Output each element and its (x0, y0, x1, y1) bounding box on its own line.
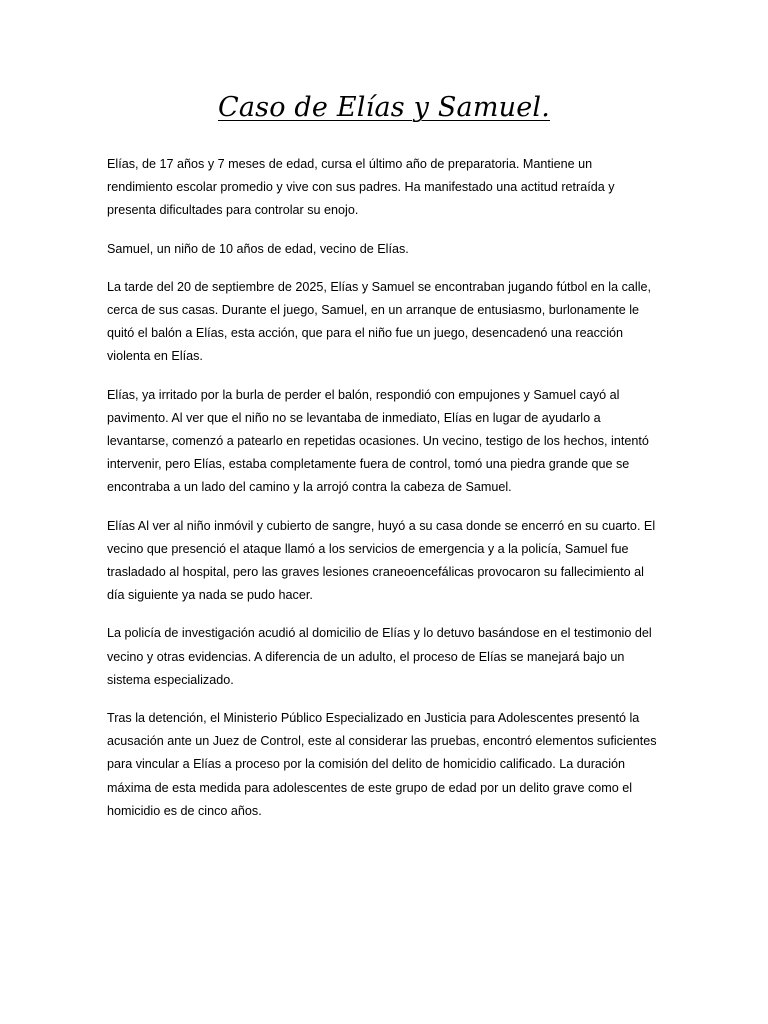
paragraph-assault: Elías, ya irritado por la burla de perder el balón, respondió con empujones y Samuel cayó al pavimento. Al ver que el niño no se levantaba de inmediato, Elías en lugar de ayudarlo a levantarse, comenzó a patearlo en repetidas ocasiones. Un vecino, testigo de los hechos, intentó intervenir, pero Elías, estaba completamente fuera de control, tomó una piedra grande que se encontraba a un lado del camino y la arrojó contra la cabeza de Samuel. (107, 387, 649, 495)
paragraph-incident-start: La tarde del 20 de septiembre de 2025, Elías y Samuel se encontraban jugando fútbol en la calle, cerca de sus casas. Durante el juego, Samuel, en un arranque de entusiasmo, burlonamente le quitó el balón a Elías, esta acción, que para el niño fue un juego, desencadenó una reacción violenta en Elías. (107, 279, 651, 364)
paragraph-aftermath: Elías Al ver al niño inmóvil y cubierto de sangre, huyó a su casa donde se encerró en su cuarto. El vecino que presenció el ataque llamó a los servicios de emergencia y a la policía, Samuel fue trasladado al hospital, pero las graves lesiones craneoencefálicas provocaron su fallecimiento al día siguiente ya nada se pudo hacer. (107, 518, 656, 603)
paragraph-legal-process: Tras la detención, el Ministerio Público Especializado en Justicia para Adolescentes presentó la acusación ante un Juez de Control, este al considerar las pruebas, encontró elementos suficientes para vincular a Elías a proceso por la comisión del delito de homicidio calificado. La duración máxima de esta medida para adolescentes de este grupo de edad por un delito grave como el homicidio es de cinco años. (107, 711, 657, 818)
paragraph-samuel-profile: Samuel, un niño de 10 años de edad, vecino de Elías. (107, 241, 409, 256)
paragraph-arrest: La policía de investigación acudió al domicilio de Elías y lo detuvo basándose en el testimonio del vecino y otras evidencias. A diferencia de un adulto, el proceso de Elías se manejará bajo un sistema especializado. (107, 626, 652, 687)
document-title: Caso de Elías y Samuel. (217, 92, 551, 123)
paragraph-elias-profile: Elías, de 17 años y 7 meses de edad, cursa el último año de preparatoria. Mantiene un rendimiento escolar promedio y vive con sus padres. Ha manifestado una actitud retraída y presenta dificultades para controlar su enojo. (107, 157, 615, 218)
